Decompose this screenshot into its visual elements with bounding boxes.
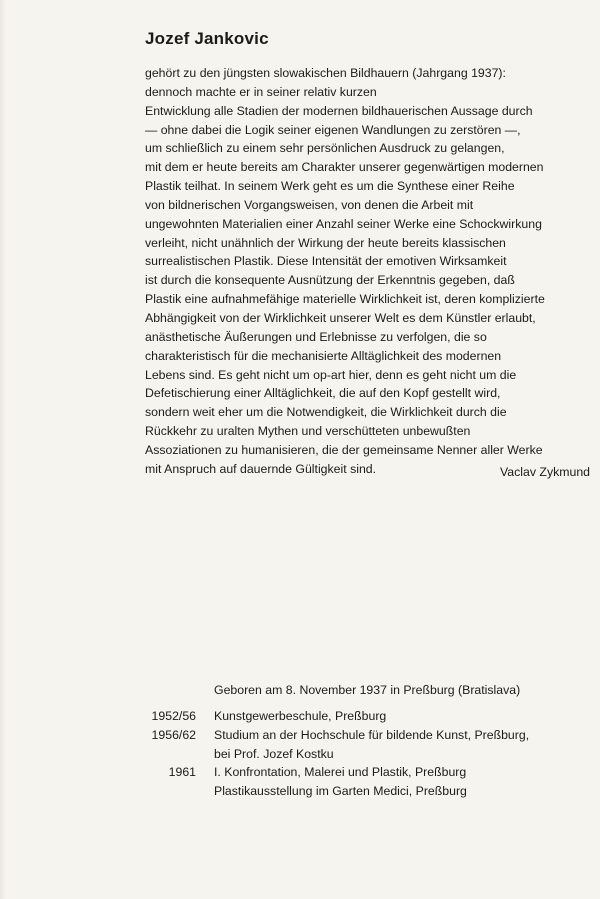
essay-line: anästhetische Äußerungen und Erlebnisse zu verfolgen, die so [145, 329, 487, 344]
essay-line: Rückkehr zu uralten Mythen und verschütteten unbewußten [145, 424, 471, 439]
bio-entry-text [214, 707, 386, 726]
author-title: Jozef Jankovic [145, 29, 269, 48]
essay-line: surrealistischen Plastik. Diese Intensität der emotiven Wirksamkeit [145, 254, 507, 269]
essay-line: charakteristisch für die mechanisierte Alltäglichkeit des modernen [145, 348, 502, 363]
bio-entry-year: 1952/56 [151, 709, 196, 723]
essay-line: dennoch machte er in seiner relativ kurzen [145, 84, 377, 99]
essay-line: gehört zu den jüngsten slowakischen Bildhauern (Jahrgang 1937): [145, 66, 506, 80]
bio-entry-year: 1961 [168, 765, 196, 779]
bio-entry-text [214, 726, 529, 763]
bio-entry-text [214, 763, 467, 800]
essay-line: Entwicklung alle Stadien der modernen bildhauerischen Aussage durch [145, 103, 533, 118]
essay-line: um schließlich zu einem sehr persönlichen Ausdruck zu gelangen, [145, 141, 505, 156]
essay-line: Assoziationen zu humanisieren, die der gemeinsame Nenner aller Werke [145, 442, 543, 457]
essay-line: mit dem er heute bereits am Charakter unserer gegenwärtigen modernen [145, 160, 544, 175]
birth-line: Geboren am 8. November 1937 in Preßburg (Bratislava) [214, 683, 521, 697]
bio-entry-line: Kunstgewerbeschule, Preßburg [214, 709, 387, 723]
bio-entry-year: 1956/62 [151, 728, 196, 742]
essay-line: Lebens sind. Es geht nicht um op-art hier, denn es geht nicht um die [145, 367, 517, 382]
bio-entry-line: Studium an der Hochschule für bildende Kunst, Preßburg, [214, 728, 530, 742]
essay-signature: Vaclav Zykmund [500, 465, 590, 479]
essay-line: — ohne dabei die Logik seiner eigenen Wandlungen zu zerstören —, [145, 122, 521, 137]
essay-line: mit Anspruch auf dauernde Gültigkeit sind. [145, 461, 377, 476]
essay-line: ist durch die konsequente Ausnützung der Erkenntnis gegeben, daß [145, 273, 515, 288]
essay-line: von bildnerischen Vorgangsweisen, von denen die Arbeit mit [145, 197, 474, 212]
essay-line: Plastik teilhat. In seinem Werk geht es um die Synthese einer Reihe [145, 179, 515, 194]
essay-line: Defetischierung einer Alltäglichkeit, die auf den Kopf gestellt wird, [145, 386, 501, 401]
essay-line: verleiht, nicht unähnlich der Wirkung der heute bereits klassischen [145, 235, 506, 250]
page-edge [0, 0, 6, 899]
bio-entry-line: Plastikausstellung im Garten Medici, Preßburg [214, 783, 467, 798]
essay-body [145, 64, 595, 479]
bio-entry-line: bei Prof. Jozef Kostku [214, 746, 334, 761]
essay-line: sondern weit eher um die Notwendigkeit, die Wirklichkeit durch die [145, 405, 507, 420]
bio-entry-line: I. Konfrontation, Malerei und Plastik, Preßburg [214, 765, 467, 779]
essay-line: ungewohnten Materialien einer Anzahl seiner Werke eine Schockwirkung [145, 216, 542, 231]
essay-line: Abhängigkeit von der Wirklichkeit unserer Welt es dem Künstler erlaubt, [145, 310, 536, 325]
essay-line: Plastik eine aufnahmefähige materielle Wirklichkeit ist, deren komplizierte [145, 292, 545, 307]
